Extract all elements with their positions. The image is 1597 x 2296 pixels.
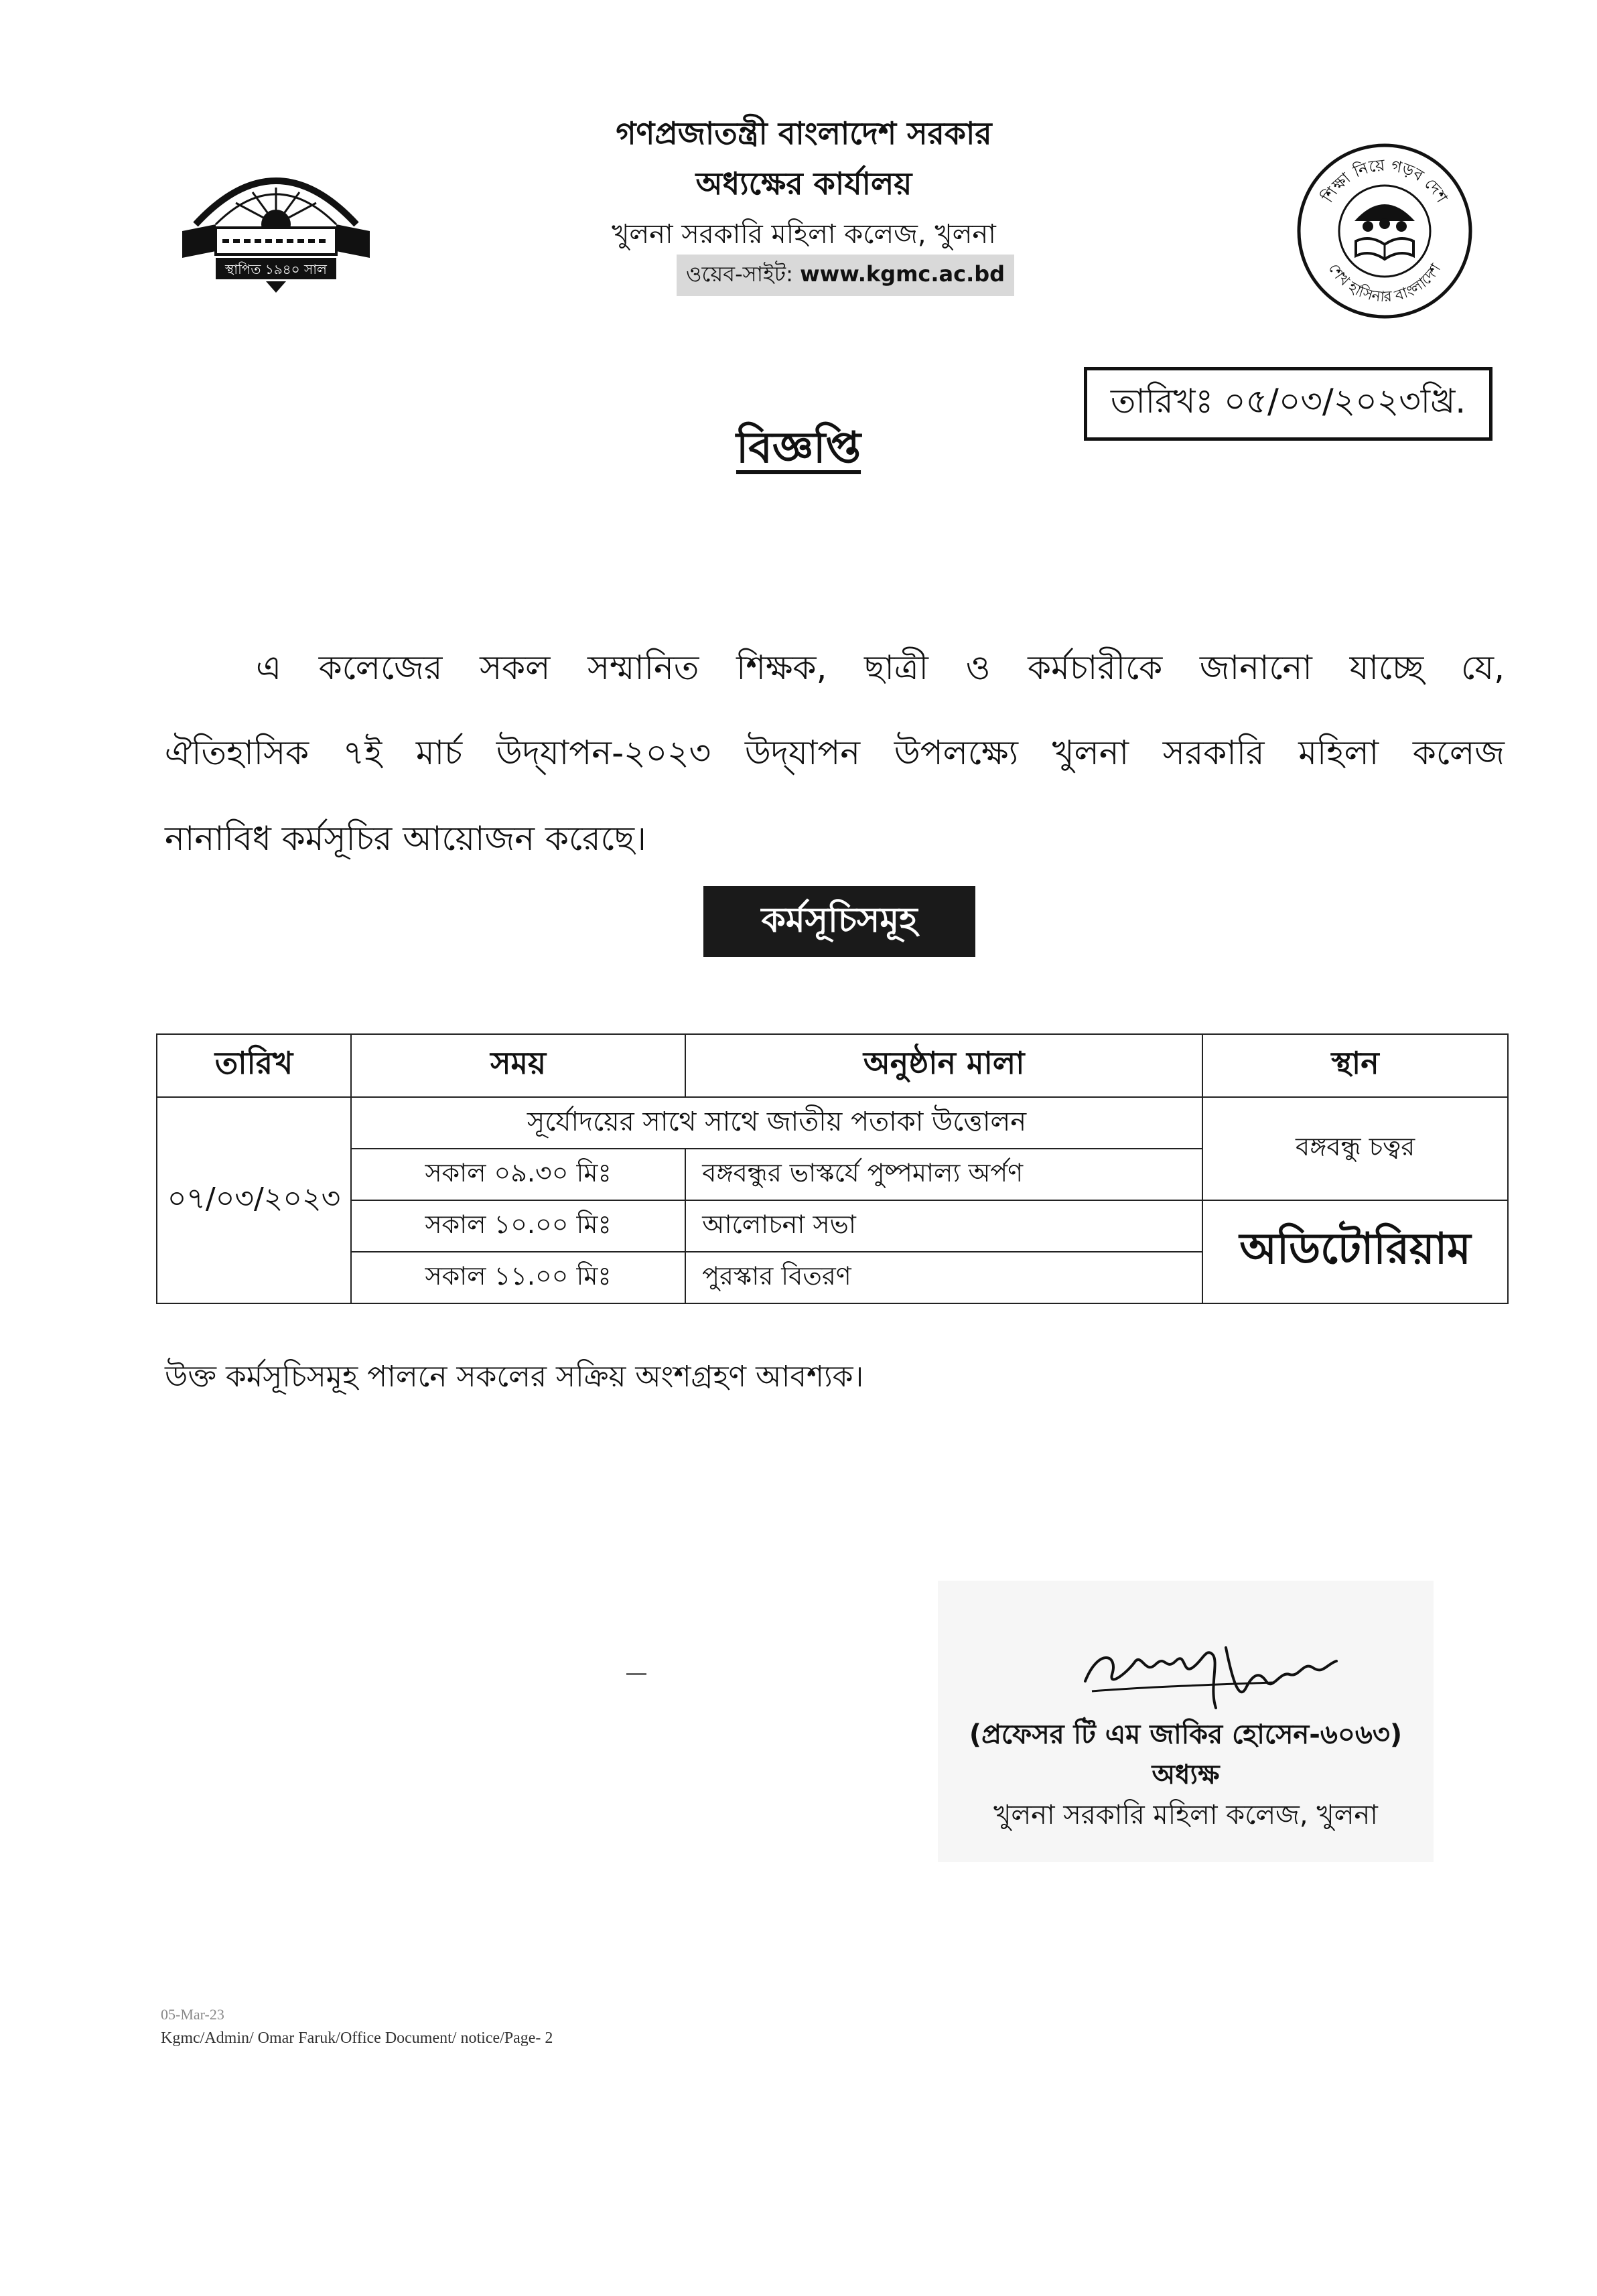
college-name: খুলনা সরকারি মহিলা কলেজ, খুলনা [612,219,996,250]
table-row [157,1200,1508,1252]
row-event: পুরস্কার বিতরণ [685,1252,1202,1303]
signatory-title: অধ্যক্ষ [1152,1760,1220,1790]
document-path: Kgmc/Admin/ Omar Faruk/Office Document/ notice/Page- 2 [161,2029,553,2047]
place-bangabandhu-chattar: বঙ্গবন্ধু চত্বর [1202,1097,1508,1200]
govt-title: গণপ্রজাতন্ত্রী বাংলাদেশ সরকার [616,115,992,151]
website-label: ওয়েব-সাইট: [686,261,793,287]
header-place: স্থান [1202,1034,1508,1097]
signatory-org: খুলনা সরকারি মহিলা কলেজ, খুলনা [993,1800,1378,1831]
stray-mark [626,1673,646,1675]
body-line-1: এ কলেজের সকল সম্মানিত শিক্ষক, ছাত্রী ও কর্মচারীকে জানানো যাচ্ছে যে, [256,648,1505,687]
schedule-table [156,1033,1509,1304]
body-line-3: নানাবিধ কর্মসূচির আয়োজন করেছে। [165,819,646,858]
row-time: সকাল ১০.০০ মিঃ [351,1200,685,1252]
table-header-row [157,1034,1508,1097]
place-auditorium: অডিটোরিয়াম [1202,1200,1508,1303]
closing-line: উক্ত কর্মসূচিসমূহ পালনে সকলের সক্রিয় অংশগ্রহণ আবশ্যক। [165,1360,864,1394]
header-event: অনুষ্ঠান মালা [685,1034,1202,1097]
notice-title: বিজ্ঞপ্তি [736,423,861,473]
svg-text:শেখ হাসিনার বাংলাদেশ: শেখ হাসিনার বাংলাদেশ [1324,261,1445,306]
notice-date: তারিখঃ ০৫/০৩/২০২৩খ্রি. [1084,367,1492,441]
row-event: বঙ্গবন্ধুর ভাস্কর্যে পুষ্পমাল্য অর্পণ [685,1149,1202,1200]
program-date: ০৭/০৩/২০২৩ [157,1097,351,1303]
row-time: সকাল ০৯.৩০ মিঃ [351,1149,685,1200]
row-time: সকাল ১১.০০ মিঃ [351,1252,685,1303]
college-logo-icon [176,151,376,295]
flag-hoisting-event: সূর্যোদয়ের সাথে সাথে জাতীয় পতাকা উত্তোলন [351,1097,1202,1149]
header-date: তারিখ [157,1034,351,1097]
header-time: সময় [351,1034,685,1097]
slogan-seal-icon [1294,141,1475,321]
website-line [677,255,1014,296]
signature-icon [1072,1607,1353,1728]
program-heading: কর্মসূচিসমূহ [703,886,975,957]
svg-text:স্থাপিত ১৯৪০ সাল: স্থাপিত ১৯৪০ সাল [225,261,327,277]
document-date: 05-Mar-23 [161,2006,224,2023]
body-line-2: ঐতিহাসিক ৭ই মার্চ উদ্‌যাপন-২০২৩ উদ্‌যাপন উপলক্ষ্যে খুলনা সরকারি মহিলা কলেজ [165,733,1505,772]
svg-text:শিক্ষা নিয়ে গড়ব দেশ: শিক্ষা নিয়ে গড়ব দেশ [1318,155,1452,206]
office-title: অধ্যক্ষের কার্যালয় [695,165,912,202]
signatory-name: (প্রফেসর টি এম জাকির হোসেন-৬০৬৩) [969,1719,1403,1750]
table-row [157,1097,1508,1149]
website-link[interactable]: www.kgmc.ac.bd [800,261,1005,287]
row-event: আলোচনা সভা [685,1200,1202,1252]
